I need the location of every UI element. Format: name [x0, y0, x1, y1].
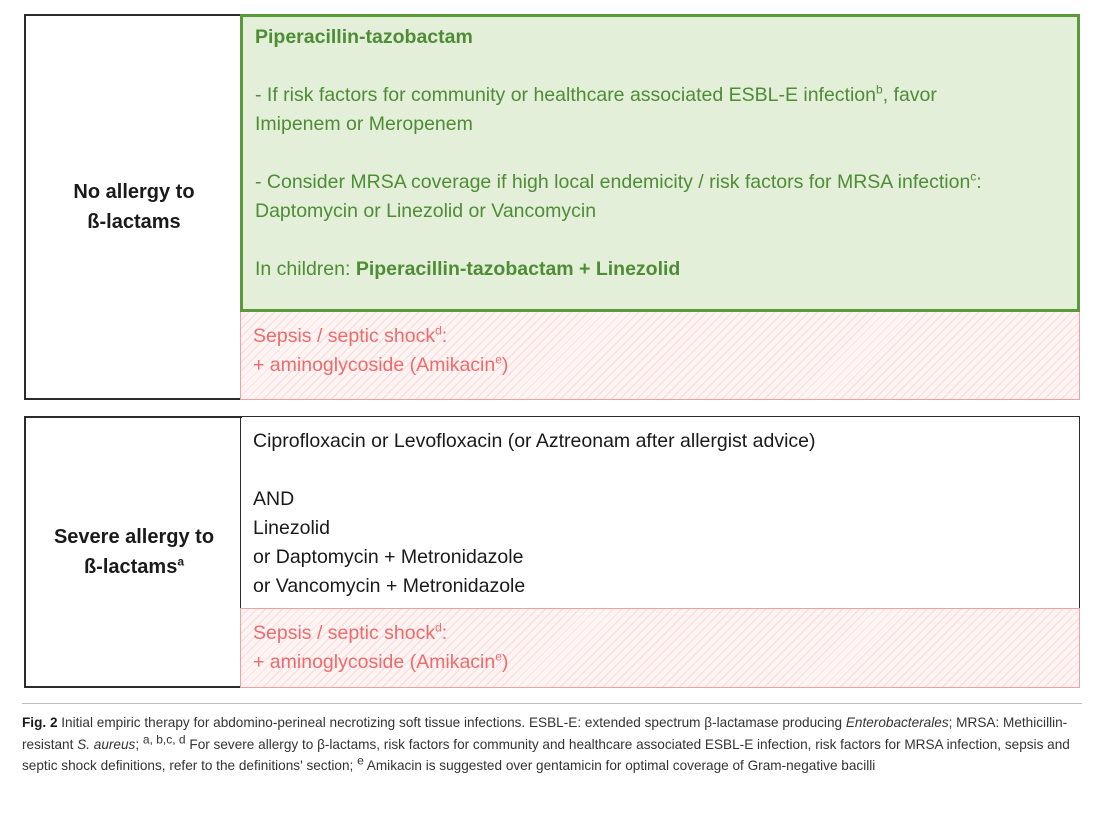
sepsis-line2: + aminoglycoside (Amikacin$^e$)	[253, 649, 509, 673]
figure-caption: Fig. 2 Initial empiric therapy for abdomino-perineal necrotizing soft tissue infections. ESBL-E: extended spectrum β-lactamase producing Enterobacterales; MRSA: Methicillin-resistant S. aureus; $^{a, b,c, d}$ For severe allergy to β-lactams, risk factors for community and healthcare associated ESBL-E infection, risk factors for MRSA infection, sepsis and septic shock definitions, refer to the definitions' section; $^e$ Amikacin is suggested over gentamicin for optimal coverage of Gram-negative bacilli	[22, 715, 1070, 773]
esbl-recommendation: - If risk factors for community or healthcare associated ESBL-E infection$^b$, favor	[255, 82, 937, 106]
esbl-recommendation-line2: Imipenem or Meropenem	[255, 113, 473, 135]
figure-label: Fig. 2	[22, 715, 58, 730]
regimen-vancomycin: or Vancomycin + Metronidazole	[253, 575, 526, 597]
mrsa-recommendation-line2: Daptomycin or Linezolid or Vancomycin	[255, 200, 597, 222]
no-allergy-sepsis-box	[240, 312, 1080, 400]
severe-allergy-regimen-box	[240, 416, 1080, 609]
caption-divider	[22, 703, 1082, 704]
regimen-and: AND	[253, 488, 295, 510]
regimen-line1: Ciprofloxacin or Levofloxacin (or Aztreonam after allergist advice)	[253, 430, 816, 452]
severe-allergy-label	[24, 416, 242, 688]
sepsis-line1: Sepsis / septic shock$^d$:	[253, 323, 448, 347]
no-allergy-label-line1: No allergy to	[73, 181, 195, 203]
severe-allergy-label-line2: ß-lactams$^a$	[83, 554, 185, 578]
severe-allergy-label-line1: Severe allergy to	[53, 526, 215, 548]
mrsa-recommendation: - Consider MRSA coverage if high local endemicity / risk factors for MRSA infection$^c$:	[255, 169, 982, 193]
no-allergy-regimen-box	[240, 14, 1080, 312]
no-allergy-label-line2: ß-lactams	[87, 211, 181, 233]
regimen-title: Piperacillin-tazobactam	[255, 26, 473, 48]
severe-allergy-sepsis-box	[240, 608, 1080, 688]
sepsis-line2: + aminoglycoside (Amikacin$^e$)	[253, 352, 509, 376]
children-recommendation: In children: Piperacillin-tazobactam + Linezolid	[255, 258, 681, 280]
no-allergy-label	[24, 14, 242, 400]
regimen-linezolid: Linezolid	[253, 517, 330, 539]
sepsis-line1: Sepsis / septic shock$^d$:	[253, 620, 448, 644]
regimen-daptomycin: or Daptomycin + Metronidazole	[253, 546, 524, 568]
